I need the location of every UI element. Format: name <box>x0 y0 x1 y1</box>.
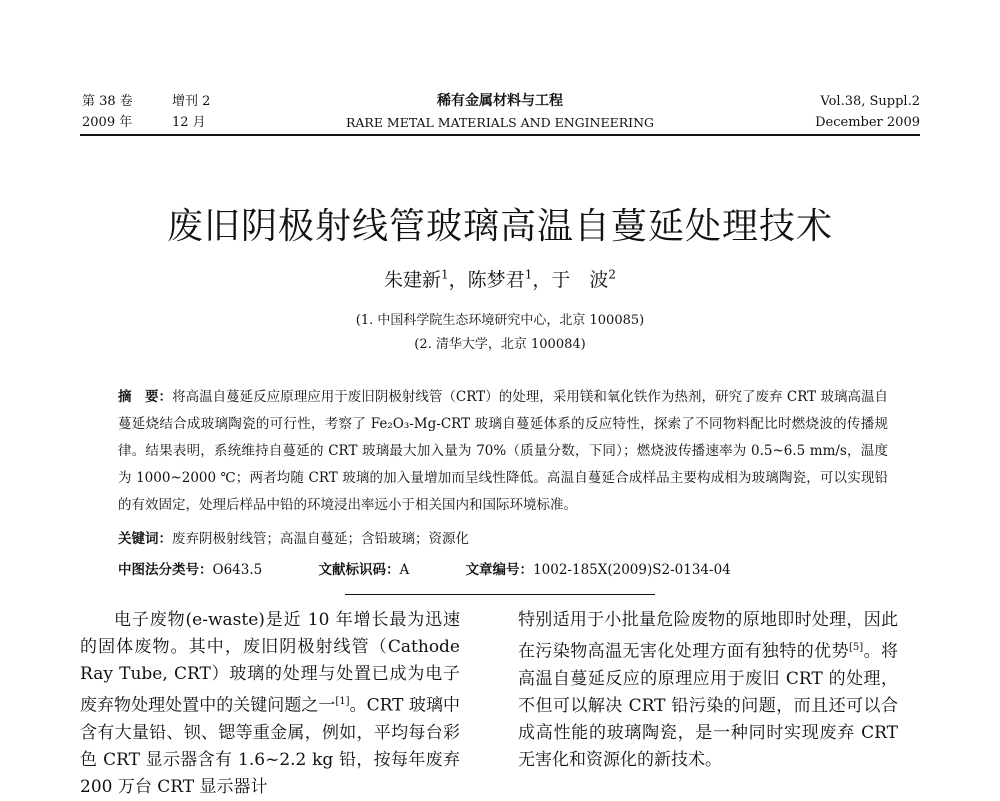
abstract-label: 摘 要： <box>118 389 173 405</box>
header-supplement-cn: 增刊 2 <box>172 94 211 109</box>
article-number-label: 文章编号： <box>465 562 534 578</box>
body-paragraph-text: 。CRT 玻璃中含有大量铅、钡、锶等重金属，例如，平均每台彩色 CRT 显示器含有 1.6~2.2 kg 铅，按每年废弃 200 万台 CRT 显示器计 <box>80 695 460 797</box>
body-paragraph-text: 。将高温自蔓延反应的原理应用于废旧 CRT 的处理，不但可以解决 CRT 铅污染的问题，而且还可以合成高性能的玻璃陶瓷，是一种同时实现废弃 CRT 无害化和资源化的新技术。 <box>518 641 899 770</box>
clc-label: 中图法分类号： <box>118 562 213 578</box>
keywords <box>118 527 469 547</box>
affiliation-1: (1. 中国科学院生态环境研究中心，北京 100085) <box>355 313 645 328</box>
author-name: 于 波 <box>551 269 609 291</box>
body-paragraph-text: 电子废物(e-waste)是近 10 年增长最为迅速的固体废物。其中，废旧阴极射线管（Cathode Ray Tube, CRT）玻璃的处理与处置已成为电子废弃物处理处置中的关键问题之一 <box>80 610 460 716</box>
author-separator: ， <box>532 269 552 291</box>
body-column-left <box>80 607 460 801</box>
section-divider <box>345 594 655 595</box>
article-number-value: 1002-185X(2009)S2-0134-04 <box>533 562 731 578</box>
journal-title-en: RARE METAL MATERIALS AND ENGINEERING <box>345 115 655 130</box>
doc-code-label: 文献标识码： <box>318 562 400 578</box>
clc-value: O643.5 <box>212 562 263 578</box>
citation-ref[interactable]: [5] <box>849 642 864 653</box>
abstract <box>118 384 888 519</box>
abstract-text: 将高温自蔓延反应原理应用于废旧阴极射线管（CRT）的处理，采用镁和氧化铁作为热剂，研究了废弃 CRT 玻璃高温自蔓延烧结合成玻璃陶瓷的可行性，考察了 Fe₂O₃-Mg-CRT 玻璃自蔓延体系的反应特性，探索了不同物料配比时燃烧波的传播规律。结果表明，系统维持自蔓延的 CRT 玻璃最大加入量为 70%（质量分数，下同）；燃烧波传播速率为 0.5~6.5 mm/s，温度为 1000~2000 ℃；两者均随 CRT 玻璃的加入量增加而呈线性降低。高温自蔓延合成样品主要构成相为玻璃陶瓷，可以实现铅的有效固定，处理后样品中铅的环境浸出率远小于相关国内和国际环境标准。 <box>118 389 889 513</box>
header-date-en: December 2009 <box>815 115 920 130</box>
author-separator: ， <box>448 269 468 291</box>
header-volume-en: Vol.38, Suppl.2 <box>820 94 920 109</box>
header-year-cn: 2009 年 <box>82 115 133 130</box>
author-affil-mark: 1 <box>441 267 449 282</box>
body-paragraph-text: 特别适用于小批量危险废物的原地即时处理，因此在污染物高温无害化处理方面有独特的优势 <box>518 610 898 662</box>
classification-line <box>118 558 731 578</box>
doc-code-value: A <box>399 562 410 578</box>
citation-ref[interactable]: [1] <box>335 696 350 707</box>
header-rule <box>80 134 920 136</box>
header-month-cn: 12 月 <box>172 115 206 130</box>
affiliation-2: (2. 清华大学，北京 100084) <box>414 337 586 352</box>
header-volume-cn: 第 38 卷 <box>82 94 133 109</box>
article-title: 废旧阴极射线管玻璃高温自蔓延处理技术 <box>166 206 833 247</box>
author-affil-mark: 1 <box>524 267 533 282</box>
body-column-right <box>518 607 898 774</box>
author-list <box>0 265 1000 292</box>
journal-title-cn: 稀有金属材料与工程 <box>437 93 563 109</box>
author-affil-mark: 2 <box>608 267 616 282</box>
author-name: 陈梦君 <box>467 269 525 291</box>
keywords-text: 废弃阴极射线管；高温自蔓延；含铅玻璃；资源化 <box>172 531 469 547</box>
author-name: 朱建新 <box>384 269 442 291</box>
keywords-label: 关键词： <box>118 531 172 547</box>
